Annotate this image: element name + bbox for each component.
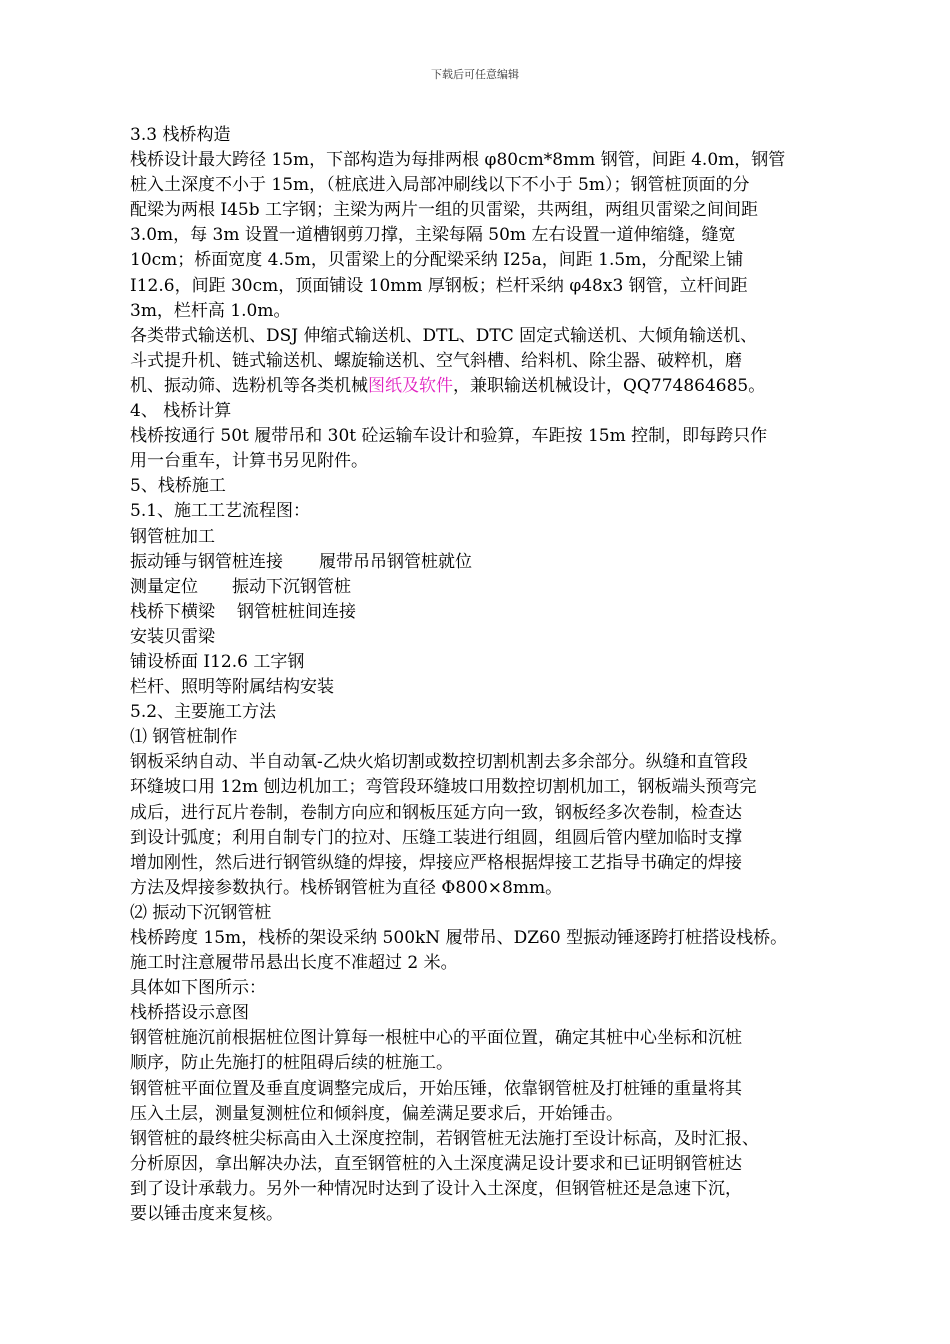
- paragraph-line: 环缝坡口用 12m 刨边机加工；弯管段环缝坡口用数控切割机加工，钢板端头预弯完: [130, 777, 757, 798]
- subsection-heading: 5.2、主要施工方法: [130, 702, 277, 723]
- paragraph-line: 斗式提升机、链式输送机、螺旋输送机、空气斜槽、给料机、除尘器、破粹机，磨: [130, 350, 742, 371]
- paragraph-line: 栈桥设计最大跨径 15m，下部构造为每排两根 φ80cm*8mm 钢管，间距 4.0m，钢管: [130, 150, 786, 171]
- flow-step: 钢管桩桩间连接: [237, 601, 356, 622]
- paragraph-line: 具体如下图所示：: [130, 978, 266, 999]
- paragraph-line: 施工时注意履带吊悬出长度不准超过 2 米。: [130, 953, 458, 974]
- paragraph-line: 栈桥按通行 50t 履带吊和 30t 砼运输车设计和验算，车距按 15m 控制，即每跨只作: [130, 426, 768, 447]
- flow-step: 栏杆、照明等附属结构安装: [130, 677, 334, 698]
- flow-step: 履带吊吊钢管桩就位: [319, 551, 472, 572]
- flow-step: 栈桥下横梁: [130, 601, 215, 622]
- section-heading: 5、栈桥施工: [130, 476, 226, 497]
- text-span: 机、振动筛、选粉机等各类机械: [130, 375, 368, 396]
- section-heading: 4、 栈桥计算: [130, 401, 232, 422]
- flow-step: 铺设桥面 I12.6 工字钢: [130, 651, 305, 672]
- flow-step-row: [130, 550, 832, 575]
- paragraph-line: 到设计弧度；利用自制专门的拉对、压缝工装进行组圆，组圆后管内壁加临时支撑: [130, 827, 742, 848]
- paragraph-line: I12.6，间距 30cm，顶面铺设 10mm 厚钢板；栏杆采纳 φ48x3 钢管，立杆间距: [130, 275, 748, 296]
- section-heading: 3.3 栈桥构造: [130, 125, 231, 145]
- drawings-software-link[interactable]: 图纸及软件: [368, 375, 453, 396]
- paragraph-line: 成后，进行瓦片卷制，卷制方向应和钢板压延方向一致，钢板经多次卷制，检查达: [130, 802, 742, 823]
- paragraph-line: 钢管桩平面位置及垂直度调整完成后，开始压锤，依靠钢管桩及打桩锤的重量将其: [130, 1078, 742, 1099]
- paragraph-line: 栈桥跨度 15m，栈桥的架设采纳 500kN 履带吊、DZ60 型振动锤逐跨打桩搭设栈桥。: [130, 928, 788, 948]
- document-body: [130, 123, 832, 1227]
- page-header: 下载后可任意编辑: [431, 68, 519, 81]
- paragraph-line: 顺序，防止先施打的桩阻碍后续的桩施工。: [130, 1053, 453, 1074]
- flow-step: 钢管桩加工: [130, 526, 215, 547]
- paragraph-line: 钢管桩的最终桩尖标高由入土深度控制，若钢管桩无法施打至设计标高，及时汇报、: [130, 1128, 759, 1149]
- flow-step: 安装贝雷梁: [130, 626, 215, 647]
- paragraph-line: 3m，栏杆高 1.0m。: [130, 300, 291, 321]
- item-heading: ⑵ 振动下沉钢管桩: [130, 902, 272, 923]
- paragraph-line: 增加刚性，然后进行钢管纵缝的焊接，焊接应严格根据焊接工艺指导书确定的焊接: [130, 852, 742, 873]
- paragraph-line: 钢板采纳自动、半自动氧-乙炔火焰切割或数控切割机割去多余部分。纵缝和直管段: [130, 752, 748, 773]
- flow-step-row: [130, 600, 832, 625]
- paragraph-line: 到了设计承载力。另外一种情况时达到了设计入土深度，但钢管桩还是急速下沉，: [130, 1178, 742, 1199]
- flow-step: 振动下沉钢管桩: [232, 576, 351, 597]
- paragraph-line: 压入土层，测量复测桩位和倾斜度，偏差满足要求后，开始锤击。: [130, 1103, 623, 1124]
- subsection-heading: 5.1、施工工艺流程图：: [130, 501, 311, 522]
- paragraph-line: 方法及焊接参数执行。栈桥钢管桩为直径 Φ800×8mm。: [130, 877, 563, 898]
- flow-step: 测量定位: [130, 576, 198, 597]
- paragraph-line: 分析原因，拿出解决办法，直至钢管桩的入土深度满足设计要求和已证明钢管桩达: [130, 1153, 742, 1174]
- paragraph-line: 3.0m，每 3m 设置一道槽钢剪刀撑，主梁每隔 50m 左右设置一道伸缩缝，缝宽: [130, 225, 736, 246]
- paragraph-line: 桩入土深度不小于 15m，（桩底进入局部冲刷线以下不小于 5m）；钢管桩顶面的分: [130, 175, 750, 196]
- paragraph-line: 钢管桩施沉前根据桩位图计算每一根桩中心的平面位置，确定其桩中心坐标和沉桩: [130, 1028, 742, 1049]
- paragraph-line: 各类带式输送机、DSJ 伸缩式输送机、DTL、DTC 固定式输送机、大倾角输送机、: [130, 325, 758, 346]
- flow-step-row: [130, 575, 832, 600]
- paragraph-line: 10cm；桥面宽度 4.5m，贝雷梁上的分配梁采纳 I25a，间距 1.5m，分配梁上铺: [130, 250, 744, 271]
- paragraph-line: [130, 374, 832, 399]
- item-heading: ⑴ 钢管桩制作: [130, 727, 238, 748]
- paragraph-line: 要以锤击度来复核。: [130, 1204, 283, 1225]
- flow-step: 振动锤与钢管桩连接: [130, 551, 283, 572]
- text-span: ，兼职输送机械设计，QQ774864685。: [453, 375, 766, 396]
- figure-caption: 栈桥搭设示意图: [130, 1003, 249, 1024]
- paragraph-line: 用一台重车，计算书另见附件。: [130, 451, 368, 472]
- paragraph-line: 配梁为两根 I45b 工字钢；主梁为两片一组的贝雷梁，共两组，两组贝雷梁之间间距: [130, 200, 759, 221]
